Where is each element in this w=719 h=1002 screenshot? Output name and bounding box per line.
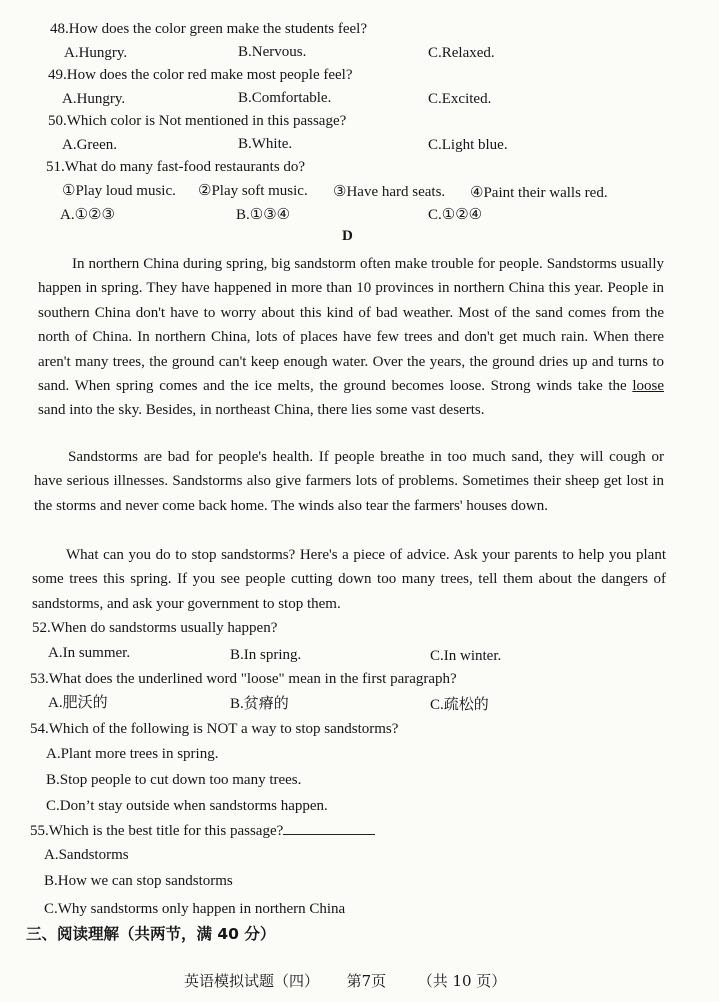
q51-option-b: B.①③④ [236,207,291,223]
footer-page-number: 第7页 [346,972,387,990]
question-48: 48.How does the color green make the students feel? [50,21,367,37]
footer-exam-name: 英语模拟试题（四） [184,972,320,990]
question-52: 52.When do sandstorms usually happen? [32,620,278,636]
answer-blank [283,820,375,835]
q55-option-c: C.Why sandstorms only happen in northern China [44,901,346,917]
q52-option-c: C.In winter. [430,648,502,664]
question-51: 51.What do many fast-food restaurants do? [46,159,306,175]
q52-option-a: A.In summer. [48,645,131,661]
question-55 [30,820,375,841]
q51-choice-1: ①Play loud music. [62,183,176,199]
q54-option-b: B.Stop people to cut down too many trees. [46,772,302,788]
question-53: 53.What does the underlined word "loose" mean in the first paragraph? [30,671,457,687]
q51-option-a: A.①②③ [60,207,115,223]
q54-option-a: A.Plant more trees in spring. [46,746,219,762]
q51-choice-2: ②Play soft music. [198,183,308,199]
passage-paragraph-1 [38,252,664,423]
q55-option-b: B.How we can stop sandstorms [44,873,233,889]
q55-option-a: A.Sandstorms [44,847,129,863]
question-54: 54.Which of the following is NOT a way to stop sandstorms? [30,721,399,737]
passage-paragraph-2: Sandstorms are bad for people's health. If people breathe in too much sand, they will cough or have serious illnesses. Sandstorms also give farmers lots of problems. Sometimes their sheep get lost in the storms and never come back home. The winds also tear the farmers' houses down. [34,449,664,514]
page-footer [184,970,506,991]
q50-option-a: A.Green. [62,137,117,153]
p1-text-before: In northern China during spring, big sandstorm often make trouble for people. Sandstorms usually happen in spring. They have happened in more than 10 provinces in northern China this year. People in southern China don't have to worry about this kind of bad weather. Most of the sand comes from the north of China. In northern China, lots of places have few trees and don't get much rain. When there aren't many trees, the ground can't keep enough water. Over the years, the ground dries up and turns to sand. When spring comes and the ice melts, the ground becomes loose. Strong winds take the [38,256,664,395]
q53-option-a: A.肥沃的 [48,695,108,711]
p1-text-after: sand into the sky. Besides, in northeast China, there lies some vast deserts. [38,402,485,419]
q48-option-a: A.Hungry. [64,45,128,61]
question-50: 50.Which color is Not mentioned in this passage? [48,113,347,129]
q53-option-b: B.贫瘠的 [230,696,289,712]
q51-choice-3: ③Have hard seats. [333,184,446,200]
q50-option-b: B.White. [238,136,293,152]
q48-option-c: C.Relaxed. [428,45,495,61]
q51-option-c: C.①②④ [428,207,483,223]
section-heading: 三、阅读理解（共两节，满 40 分） [26,925,276,943]
question-49: 49.How does the color red make most people feel? [48,67,353,83]
q54-option-c: C.Don’t stay outside when sandstorms happen. [46,798,328,814]
footer-total-pages: （共 10 页） [417,972,507,990]
q48-option-b: B.Nervous. [238,44,307,60]
q50-option-c: C.Light blue. [428,137,508,153]
underlined-word-loose: loose [632,378,664,395]
q49-option-c: C.Excited. [428,91,492,107]
passage-paragraph-3: What can you do to stop sandstorms? Here's a piece of advice. Ask your parents to help you plant some trees this spring. If you see people cutting down too many trees, tell them about the dangers of sandstorms, and ask your government to stop them. [32,547,666,612]
q53-option-c: C.疏松的 [430,697,489,713]
q49-option-b: B.Comfortable. [238,90,332,106]
q52-option-b: B.In spring. [230,647,302,663]
q49-option-a: A.Hungry. [62,91,126,107]
passage-title: D [342,228,353,244]
q55-text: 55.Which is the best title for this passage? [30,823,284,839]
q51-choice-4: ④Paint their walls red. [470,185,608,201]
